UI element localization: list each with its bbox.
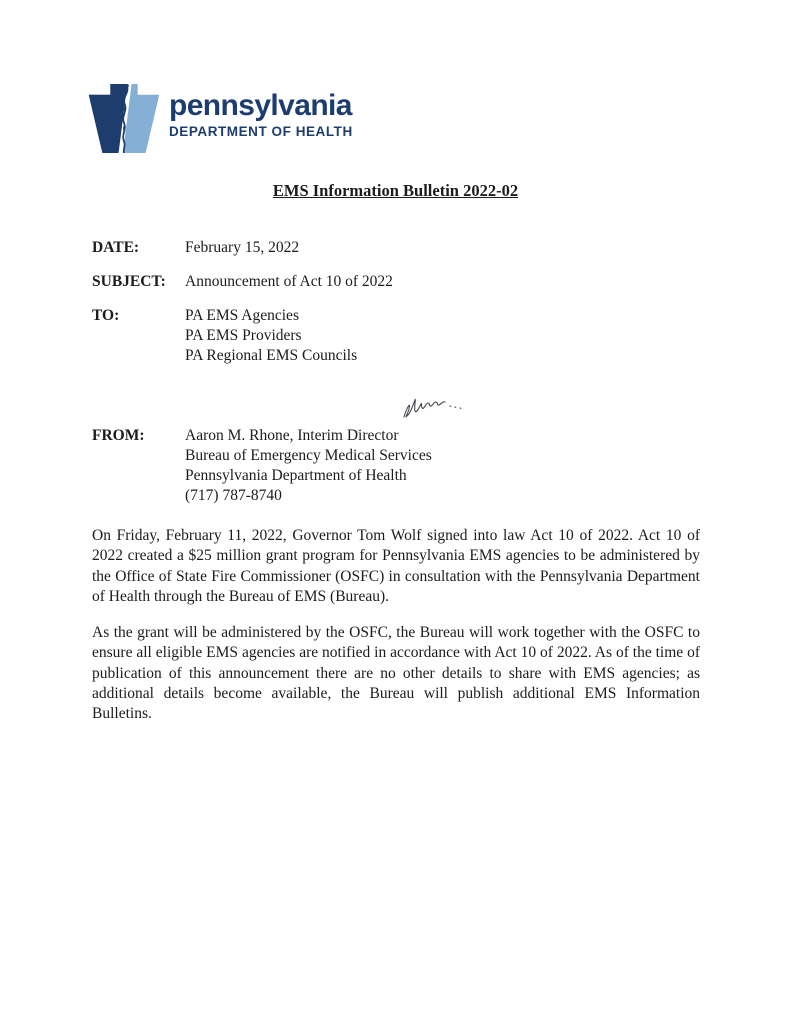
body-paragraph-1: On Friday, February 11, 2022, Governor Tom Wolf signed into law Act 10 of 2022. Act 10 of 2022 created a $25 million grant program for Pennsylvania EMS agencies to be administered by the Office of State Fire Commissioner (OSFC) in consultation with the Pennsylvania Department of Health through the Bureau of EMS (Bureau). <box>92 527 700 605</box>
to-label: TO: <box>92 307 120 324</box>
body-paragraph-2: As the grant will be administered by the OSFC, the Bureau will work together with the OSFC to ensure all eligible EMS agencies are notified in accordance with Act 10 of 2022. As of the time of publication of this announcement there are no other details to share with EMS agencies; as additional details become available, the Bureau will publish additional EMS Information Bulletins. <box>92 624 700 723</box>
handwritten-signature-scribble <box>399 391 471 423</box>
logo-brand-text: pennsylvania <box>169 89 352 122</box>
bulletin-title-text: EMS Information Bulletin 2022-02 <box>272 181 519 200</box>
pa-doh-logo <box>88 82 353 155</box>
subject-label: SUBJECT: <box>92 273 166 290</box>
subject-value: Announcement of Act 10 of 2022 <box>185 273 393 290</box>
logo-wordmark <box>169 91 353 139</box>
keystone-caduceus-icon <box>88 82 160 155</box>
to-recipient: PA EMS Agencies <box>185 307 299 324</box>
to-recipient: PA Regional EMS Councils <box>185 347 358 364</box>
to-recipient: PA EMS Providers <box>185 327 302 344</box>
from-label: FROM: <box>92 427 145 444</box>
date-value: February 15, 2022 <box>185 239 300 256</box>
meta-row-to <box>92 306 357 366</box>
bulletin-title <box>0 181 791 201</box>
meta-row-from <box>92 426 432 506</box>
meta-row-date <box>92 238 299 258</box>
from-department: Pennsylvania Department of Health <box>185 467 407 484</box>
date-label: DATE: <box>92 239 140 256</box>
logo-department-text: DEPARTMENT OF HEALTH <box>169 124 353 139</box>
from-name: Aaron M. Rhone, Interim Director <box>185 427 399 444</box>
from-bureau: Bureau of Emergency Medical Services <box>185 447 432 464</box>
meta-row-subject <box>92 272 393 292</box>
from-phone: (717) 787-8740 <box>185 487 282 504</box>
